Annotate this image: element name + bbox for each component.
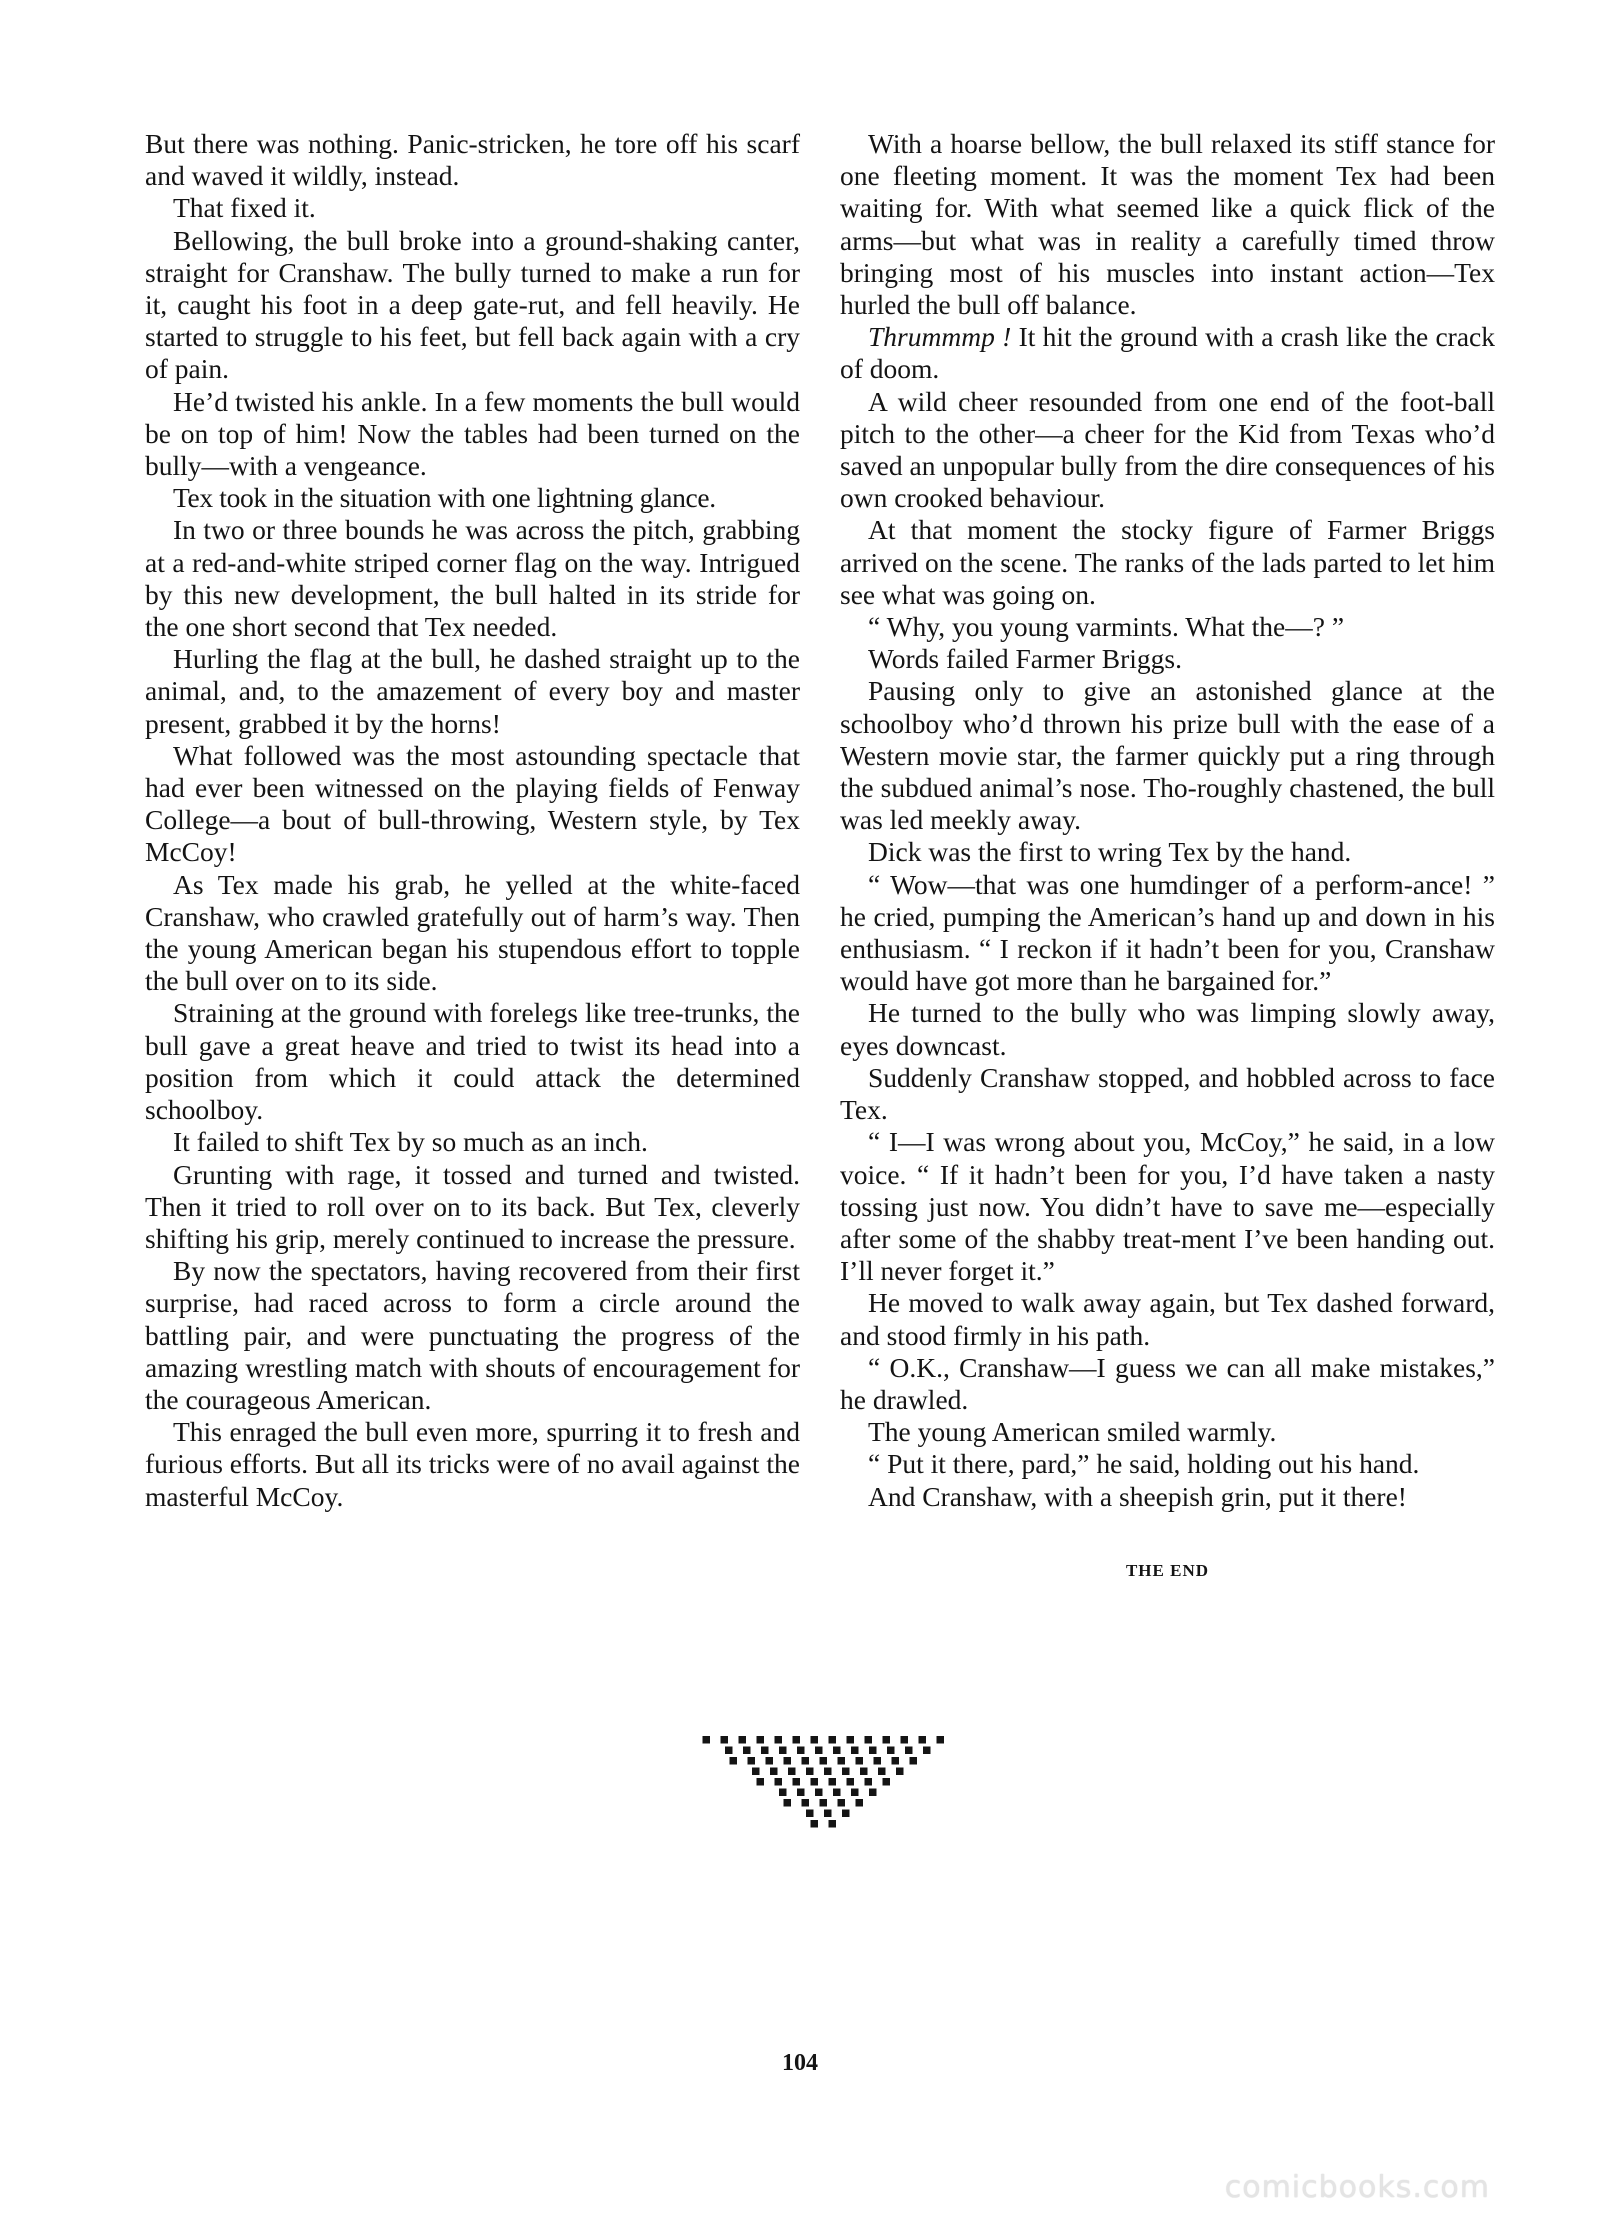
paragraph: At that moment the stocky figure of Farmer Briggs arrived on the scene. The ranks of the lads parted to let him see what was going on. [840,514,1495,610]
paragraph: “ O.K., Cranshaw—I guess we can all make mistakes,” he drawled. [840,1351,1495,1415]
ornament-square [811,1820,819,1828]
ornament-square [815,1789,823,1797]
checkered-ornament-icon [698,1736,950,1832]
paragraph: This enraged the bull even more, spurring it to fresh and furious efforts. But all its tricks were of no avail against the masterful McCoy. [145,1416,800,1512]
ornament-square [793,1736,801,1744]
paragraph: And Cranshaw, with a sheepish grin, put it there! [868,1480,1407,1512]
ornament-square [883,1778,891,1786]
ornament-square [869,1747,877,1755]
ornament-square [784,1799,792,1807]
ornament-square [874,1757,882,1765]
paragraph: He turned to the bully who was limping slowly away, eyes downcast. [840,997,1495,1061]
ornament-square [766,1757,774,1765]
ornament-square [892,1757,900,1765]
ornament-square [910,1757,918,1765]
paragraph: Straining at the ground with forelegs like tree-trunks, the bull gave a great heave and tried to twist its head into a position from which it could attack the determined schoolboy. [145,997,800,1126]
ornament-square [779,1789,787,1797]
ornament-square [806,1768,814,1776]
paragraph: “ Wow—that was one humdinger of a perform-ance! ” he cried, pumping the American’s hand up and down in his enthusiasm. “ I reckon if it hadn’t been for you, Cranshaw would have got more than he bargained for.” [840,868,1495,997]
paragraph: Pausing only to give an astonished glance at the schoolboy who’d thrown his prize bull with the ease of a Western movie star, the farmer quickly put a ring through the subdued animal’s nose. Tho-roughly chastened, the bull was led meekly away. [840,675,1495,836]
ornament-square [905,1747,913,1755]
paragraph-text: It hit the ground with a crash like the crack of doom. [840,321,1496,385]
ornament-square [856,1757,864,1765]
paragraph: “ Put it there, pard,” he said, holding out his hand. [868,1448,1420,1480]
ornament-square [865,1778,873,1786]
ornament-square [775,1736,783,1744]
paragraph: In two or three bounds he was across the pitch, grabbing at a red-and-white striped corner flag on the way. Intrigued by this new development, the bull halted in its stride for the one short second that Tex needed. [145,514,800,643]
ornament-square [743,1747,751,1755]
ornament-square [851,1789,859,1797]
paragraph: With a hoarse bellow, the bull relaxed its stiff stance for one fleeting moment. It was the moment Tex had been waiting for. With what seemed like a quick flick of the arms—but what was in reality a carefully timed throw bringing most of his muscles into instant action—Tex hurled the bull off balance. [840,128,1495,321]
paragraph: He’d twisted his ankle. In a few moments the bull would be on top of him! Now the tables had been turned on the bully—with a vengeance. [145,385,800,482]
paragraph: Hurling the flag at the bull, he dashed straight up to the animal, and, to the amazement of every boy and master present, grabbed it by the horns! [145,643,800,739]
paragraph: Tex took in the situation with one lightning glance. [173,482,716,514]
ornament-square [797,1747,805,1755]
ornament-square [725,1747,733,1755]
ornament-square [883,1736,891,1744]
paragraph: A wild cheer resounded from one end of the foot-ball pitch to the other—a cheer for the Kid from Texas who’d saved an unpopular bully from the dire consequences of his own crooked behaviour. [840,385,1495,514]
ornament-square [739,1736,747,1744]
paragraph: He moved to walk away again, but Tex dashed forward, and stood firmly in his path. [840,1287,1495,1351]
ornament-square [770,1768,778,1776]
paragraph: Grunting with rage, it tossed and turned and twisted. Then it tried to roll over on to its back. But Tex, cleverly shifting his grip, merely continued to increase the pressure. [145,1158,800,1254]
ornament-square [833,1747,841,1755]
ornament-square [820,1799,828,1807]
ornament-square [856,1799,864,1807]
ornament-square [824,1768,832,1776]
paragraph: But there was nothing. Panic-stricken, he tore off his scarf and waved it wildly, instead. [145,128,800,192]
sound-effect: Thrummmp ! [868,321,1012,353]
paragraph [840,321,1495,385]
ornament-square [730,1757,738,1765]
ornament-square [842,1768,850,1776]
left-column [145,128,800,1587]
ornament-square [838,1757,846,1765]
ornament-square [923,1747,931,1755]
ornament-square [842,1810,850,1818]
ornament-square [811,1736,819,1744]
ornament-square [775,1778,783,1786]
ornament-square [833,1789,841,1797]
ornament-square [901,1736,909,1744]
ornament-square [820,1757,828,1765]
paragraph: Bellowing, the bull broke into a ground-shaking canter, straight for Cranshaw. The bully turned to make a run for it, caught his foot in a deep gate-rut, and fell heavily. He started to struggle to his feet, but fell back again with a cry of pain. [145,224,800,385]
paragraph: Suddenly Cranshaw stopped, and hobbled across to face Tex. [840,1061,1495,1126]
ornament-square [784,1757,792,1765]
ornament-square [752,1768,760,1776]
paragraph: That fixed it. [173,192,316,224]
ornament-square [829,1736,837,1744]
ornament-square [793,1778,801,1786]
ornament-square [878,1768,886,1776]
ornament-square [806,1810,814,1818]
paragraph: As Tex made his grab, he yelled at the white-faced Cranshaw, who crawled gratefully out of harm’s way. Then the young American began his stupendous effort to topple the bull over on to its side. [145,868,800,997]
paragraph: “ Why, you young varmints. What the—? ” [868,611,1345,643]
paragraph: “ I—I was wrong about you, McCoy,” he said, in a low voice. “ If it hadn’t been for you, I’d have taken a nasty tossing just now. You didn’t have to save me—especially after some of the shabby treat-ment I’ve been handing out. I’ll never forget it.” [840,1126,1495,1287]
watermark: comicbooks.com [1224,2170,1490,2205]
ornament-square [896,1768,904,1776]
ornament-square [802,1757,810,1765]
ornament-square [788,1768,796,1776]
ornament-square [937,1736,945,1744]
page-number: 104 [782,2050,818,2076]
ornament-square [802,1799,810,1807]
ornament-square [851,1747,859,1755]
ornament-square [811,1778,819,1786]
article-columns [145,128,1495,1587]
paragraph: Dick was the first to wring Tex by the hand. [868,836,1352,868]
ornament-square [815,1747,823,1755]
ornament-square [757,1736,765,1744]
paragraph: It failed to shift Tex by so much as an inch. [173,1126,648,1158]
ornament-square [703,1736,711,1744]
ornament-square [757,1778,765,1786]
paragraph: By now the spectators, having recovered from their first surprise, had raced across to form a circle around the battling pair, and were punctuating the progress of the amazing wrestling match with shouts of encouragement for the courageous American. [145,1255,800,1415]
ornament-square [829,1778,837,1786]
ornament-square [869,1789,877,1797]
ornament-square [761,1747,769,1755]
paragraph: Words failed Farmer Briggs. [868,643,1182,675]
ornament-square [721,1736,729,1744]
ornament-square [847,1778,855,1786]
ornament-square [824,1810,832,1818]
ornament-square [860,1768,868,1776]
ornament-square [779,1747,787,1755]
ornament-square [748,1757,756,1765]
ornament-square [847,1736,855,1744]
paragraph: The young American smiled warmly. [868,1416,1277,1448]
ornament-square [838,1799,846,1807]
right-column [840,128,1495,1587]
ornament-square [919,1736,927,1744]
ornament-square [887,1747,895,1755]
ornament-square [829,1820,837,1828]
ornament-square [797,1789,805,1797]
ornament-square [865,1736,873,1744]
paragraph: What followed was the most astounding spectacle that had ever been witnessed on the playing fields of Fenway College—a bout of bull-throwing, Western style, by Tex McCoy! [145,739,800,868]
the-end-label: THE END [1125,1560,1210,1580]
